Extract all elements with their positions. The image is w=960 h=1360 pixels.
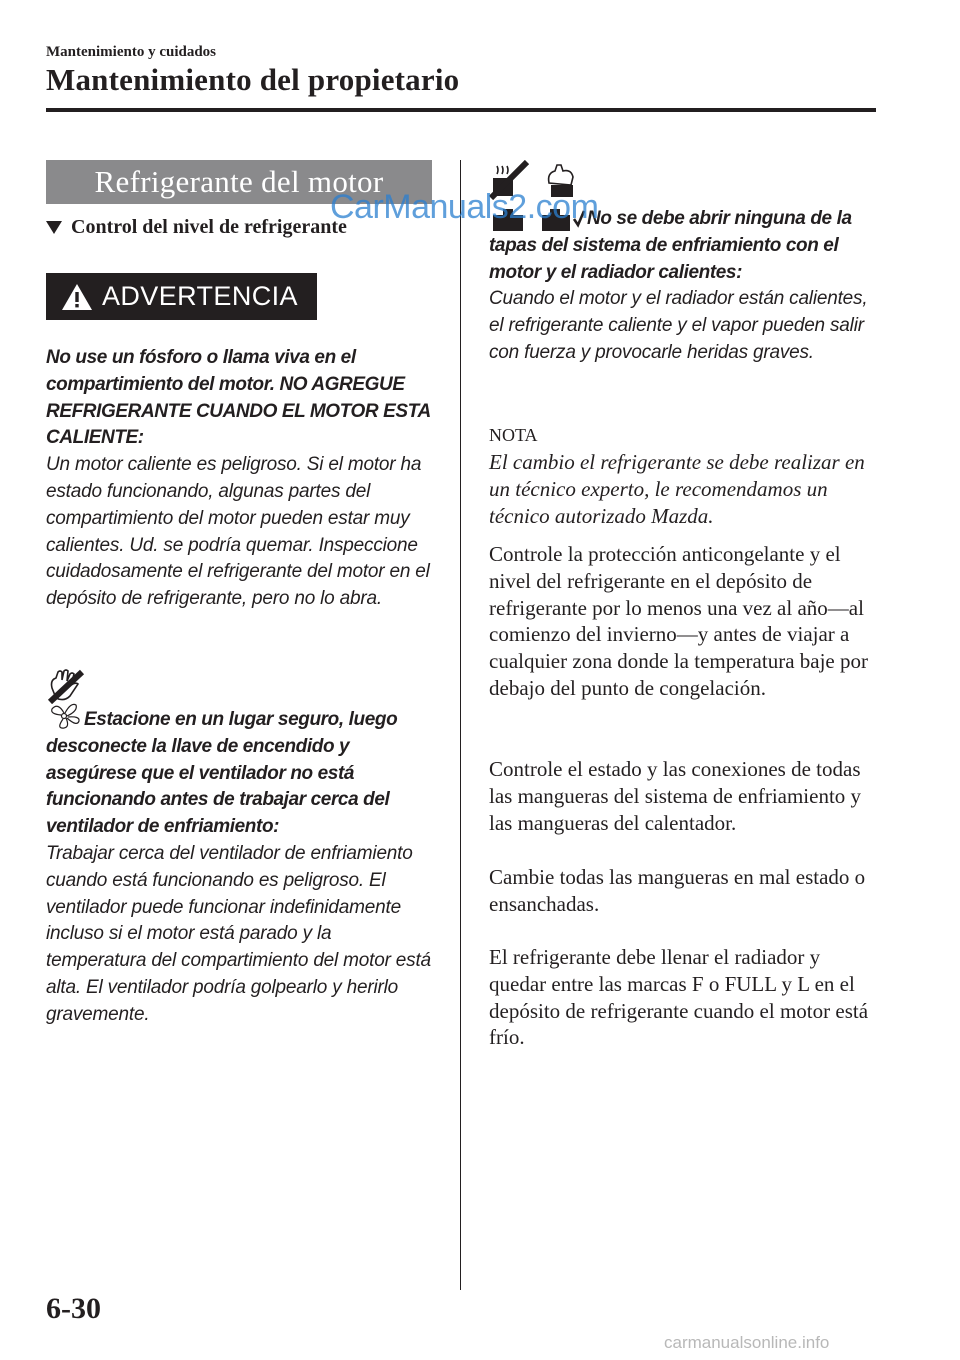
- warning-1-body: Un motor caliente es peligroso. Si el motor ha estado funcionando, algunas partes del compartimiento del motor pueden estar muy calientes. Ud. se podría quemar. Inspeccione cuidadosamente el refrigerante del motor en el depósito de refrigerante, pero no lo abra.: [46, 454, 430, 610]
- section-banner: Refrigerante del motor: [46, 160, 432, 204]
- page-title: Mantenimiento del propietario: [46, 62, 460, 97]
- subheading: [46, 216, 347, 239]
- nota-heading: NOTA: [489, 425, 538, 445]
- warning-triangle-icon: [60, 282, 94, 312]
- warning-1-heading: No use un fósforo o llama viva en el compartimiento del motor. NO AGREGUE REFRIGERANTE CUANDO EL MOTOR ESTA CALIENTE:: [46, 347, 431, 449]
- watermark: CarManuals2.com: [330, 188, 599, 226]
- warning-3-body: Cuando el motor y el radiador están calientes, el refrigerante caliente y el vapor pueden salir con fuerza y provocarle heridas graves.: [489, 288, 868, 363]
- warning-3-heading: No se debe abrir ninguna de la tapas del sistema de enfriamiento con el motor y el radiador calientes:: [489, 208, 852, 283]
- fan-icon: [46, 703, 82, 729]
- nota-body: El cambio el refrigerante se debe realizar en un técnico experto, le recomendamos un técnico autorizado Mazda.: [489, 450, 865, 528]
- footer-site-link[interactable]: carmanualsonline.info: [664, 1333, 830, 1352]
- warning-block-3: [489, 206, 881, 367]
- paragraph-1: Controle la protección anticongelante y el nivel del refrigerante en el depósito de refrigerante por lo menos una vez al año—al comienzo del invierno—y antes de viajar a cualquier zona donde la temperatura baje por debajo del punto de congelación.: [489, 542, 868, 700]
- paragraph-4: El refrigerante debe llenar el radiador y quedar entre las marcas F o FULL y L en el depósito de refrigerante cuando el motor está frío.: [489, 945, 869, 1050]
- warning-block-2: [46, 703, 436, 1029]
- warning-2-body: Trabajar cerca del ventilador de enfriamiento cuando está funcionando es peligroso. El ventilador puede funcionar indefinidamente incluso si el motor está parado y la temperatura del compartimiento del motor está alta. El ventilador podría golpearlo y herirlo gravemente.: [46, 842, 431, 1025]
- paragraph-3: Cambie todas las mangueras en mal estado o ensanchadas.: [489, 865, 866, 916]
- warning-block-1: [46, 345, 436, 613]
- warning-label-box: [46, 273, 317, 320]
- triangle-bullet-icon: [46, 221, 62, 234]
- paragraph-2: Controle el estado y las conexiones de todas las mangueras del sistema de enfriamiento y las mangueras del calentador.: [489, 757, 862, 835]
- page-number: 6-30: [46, 1292, 101, 1325]
- warning-2-heading: [46, 703, 436, 841]
- section-label: Mantenimiento y cuidados: [46, 44, 217, 60]
- title-rule: [46, 108, 876, 112]
- column-divider: [460, 160, 461, 1290]
- warning-2-heading-text: Estacione en un lugar seguro, luego desconecte la llave de encendido y asegúrese que el ventilador no está funcionando antes de trabajar cerca del ventilador de enfriamiento:: [46, 709, 398, 838]
- subheading-text: Control del nivel de refrigerante: [71, 216, 347, 238]
- warning-label: ADVERTENCIA: [102, 281, 298, 311]
